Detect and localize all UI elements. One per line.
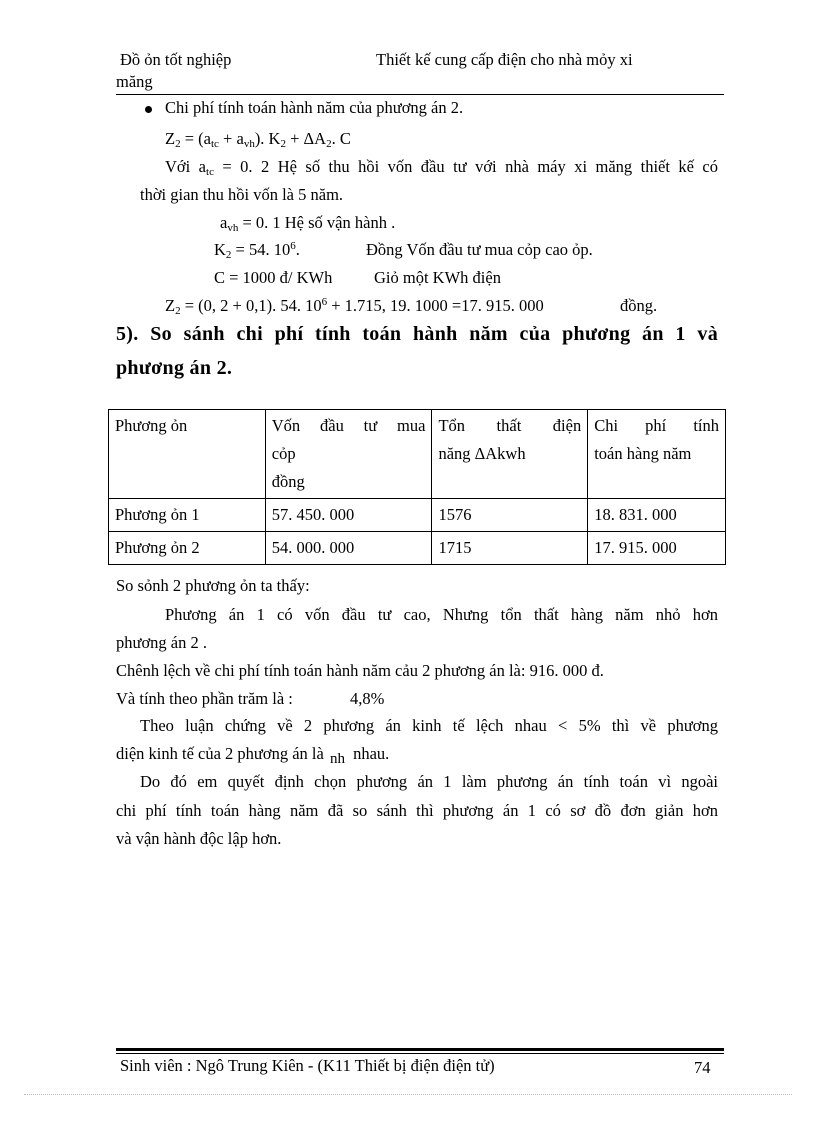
table-cell: Phương ỏn 1 [109,499,266,532]
conclusion-p2-line1: Phương án 1 có vốn đầu tư cao, Nhưng tổn thất hàng năm nhỏ hơn [165,605,718,624]
table-header-row [109,410,726,499]
header-left-line1: Đồ ỏn tốt nghiệp [120,50,232,69]
bullet-text: Chi phí tính toán hành năm của phương án 2. [165,98,464,117]
k2-line: $K_2 = 54$. $10^6$. [214,240,300,261]
voi-line: Với $a_{tc} = 0$. 2 Hệ số thu hồi vốn đầu tư với nhà máy xi măng thiết kế có [165,157,718,178]
table-header-cell: Vốn đầu tư mua cỏp đồng [265,410,432,499]
table-cell: 1576 [432,499,588,532]
c-desc: Giỏ một KWh điện [374,268,501,287]
z2-calc-unit: đồng. [620,296,658,315]
footer-rule-thick [116,1048,724,1051]
conclusion-p4-label: Và tính theo phần trăm là : [116,689,293,708]
conclusion-p6-line1: Do đó em quyết định chọn phương án 1 làm phương án tính toán vì ngoài [140,772,718,791]
header-right: Thiết kế cung cấp điện cho nhà mỏy xi [376,50,633,69]
conclusion-p1: So sỏnh 2 phương ỏn ta thấy: [116,576,310,595]
table-header-cell: Phương ỏn [109,410,266,499]
comparison-table [108,409,726,565]
z2-calc: $Z_2 = (0$, 2 + 0,1). 54. $10^6 + 1.715$, 19. 1000 =17. 915. 000 [165,296,544,317]
conclusion-p6-line3: và vận hành độc lập hơn. [116,829,282,848]
conclusion-p4-value: 4,8% [350,689,385,708]
table-cell: 57. 450. 000 [265,499,432,532]
voi-line2: thời gian thu hồi vốn là 5 năm. [140,185,344,204]
table-cell: Phương ỏn 2 [109,532,266,565]
section-heading-line2: phương án 2. [116,357,233,379]
table-cell: 54. 000. 000 [265,532,432,565]
table-cell: 1715 [432,532,588,565]
k2-desc: Đồng Vốn đầu tư mua cỏp cao ỏp. [366,240,593,259]
conclusion-p5-line2: diện kinh tế của 2 phương án là nh nhau. [116,744,390,767]
conclusion-p3: Chênh lệch về chi phí tính toán hành năm cảu 2 phương án là: 916. 000 đ. [116,661,604,680]
avh-line: $a_{vh} = 0$. 1 Hệ số vận hành . [220,213,396,234]
table-row [109,499,726,532]
footer-rule-thin [116,1053,724,1054]
z2-formula: $Z_2 = (a_{tc} + a_{vh})$. $K_2 + \Delta A_2$. C [165,129,351,150]
table-header-cell: Tổn thất điện năng ΔAkwh [432,410,588,499]
table-cell: 18. 831. 000 [588,499,726,532]
footer-page-number: 74 [694,1058,711,1077]
page-edge-divider [24,1094,792,1095]
header-rule [116,94,724,95]
c-line: C = 1000 đ/ KWh [214,268,333,287]
table-cell: 17. 915. 000 [588,532,726,565]
conclusion-p6-line2: chi phí tính toán hàng năm đã so sánh thì phương án 1 có sơ đồ đơn giản hơn [116,801,718,820]
conclusion-p2-line2: phương án 2 . [116,633,207,652]
header-left-line2: măng [116,72,153,91]
table-row [109,532,726,565]
bullet-icon [145,106,152,113]
table-header-cell: Chi phí tính toán hàng năm [588,410,726,499]
footer-student: Sinh viên : Ngô Trung Kiên - (K11 Thiết bị điện điện tử) [120,1056,495,1075]
conclusion-p5-line1: Theo luận chứng về 2 phương án kinh tế lệch nhau < 5% thì về phương [140,716,718,735]
section-heading-line1: 5). So sánh chi phí tính toán hành năm của phương án 1 và [116,323,718,345]
